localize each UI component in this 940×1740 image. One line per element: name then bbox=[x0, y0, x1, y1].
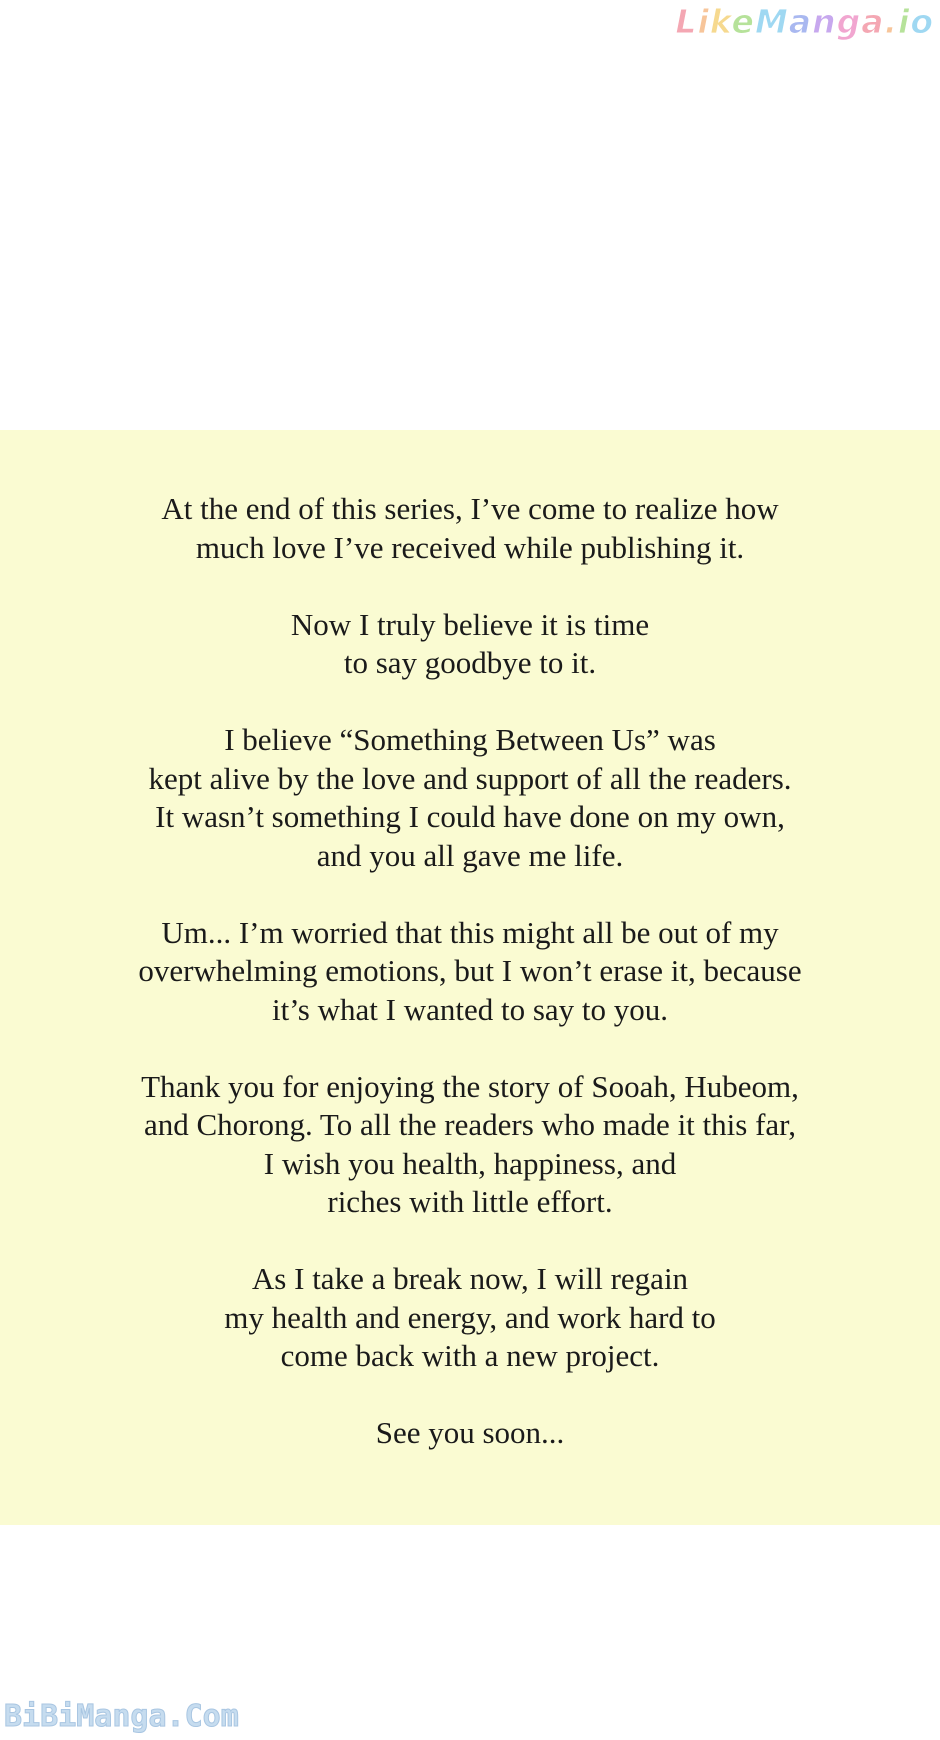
watermark-letter: L bbox=[675, 2, 698, 41]
watermark-letter: . bbox=[884, 2, 899, 41]
bibimanga-watermark: BiBiManga.Com bbox=[4, 1699, 239, 1734]
watermark-letter: n bbox=[812, 2, 837, 41]
watermark-letter: M bbox=[754, 2, 789, 41]
author-note bbox=[0, 490, 940, 1453]
watermark-letter: i bbox=[898, 2, 911, 41]
note-paragraph: I believe “Something Between Us” was kept alive by the love and support of all the readers. It wasn’t something I could have done on my own, and you all gave me life. bbox=[148, 722, 792, 873]
watermark-letter: i bbox=[697, 2, 710, 41]
note-paragraph: Thank you for enjoying the story of Sooah, Hubeom, and Chorong. To all the readers who made it this far, I wish you health, happiness, and riches with little effort. bbox=[141, 1068, 799, 1219]
watermark-letter: a bbox=[788, 2, 813, 41]
watermark-letter: a bbox=[861, 2, 885, 41]
note-paragraph: As I take a break now, I will regain my health and energy, and work hard to come back with a new project. bbox=[224, 1261, 716, 1373]
note-paragraph: See you soon... bbox=[375, 1415, 565, 1450]
watermark-letter: g bbox=[836, 2, 862, 41]
likemanga-watermark bbox=[675, 2, 934, 42]
note-paragraph: Now I truly believe it is time to say goodbye to it. bbox=[290, 606, 650, 680]
watermark-letter: k bbox=[709, 2, 732, 41]
note-paragraph: At the end of this series, I’ve come to realize how much love I’ve received while publishing it. bbox=[161, 491, 779, 565]
note-paragraph: Um... I’m worried that this might all be out of my overwhelming emotions, but I won’t erase it, because it’s what I wanted to say to you. bbox=[138, 914, 802, 1027]
watermark-letter: e bbox=[731, 2, 755, 41]
watermark-letter: o bbox=[910, 2, 934, 41]
